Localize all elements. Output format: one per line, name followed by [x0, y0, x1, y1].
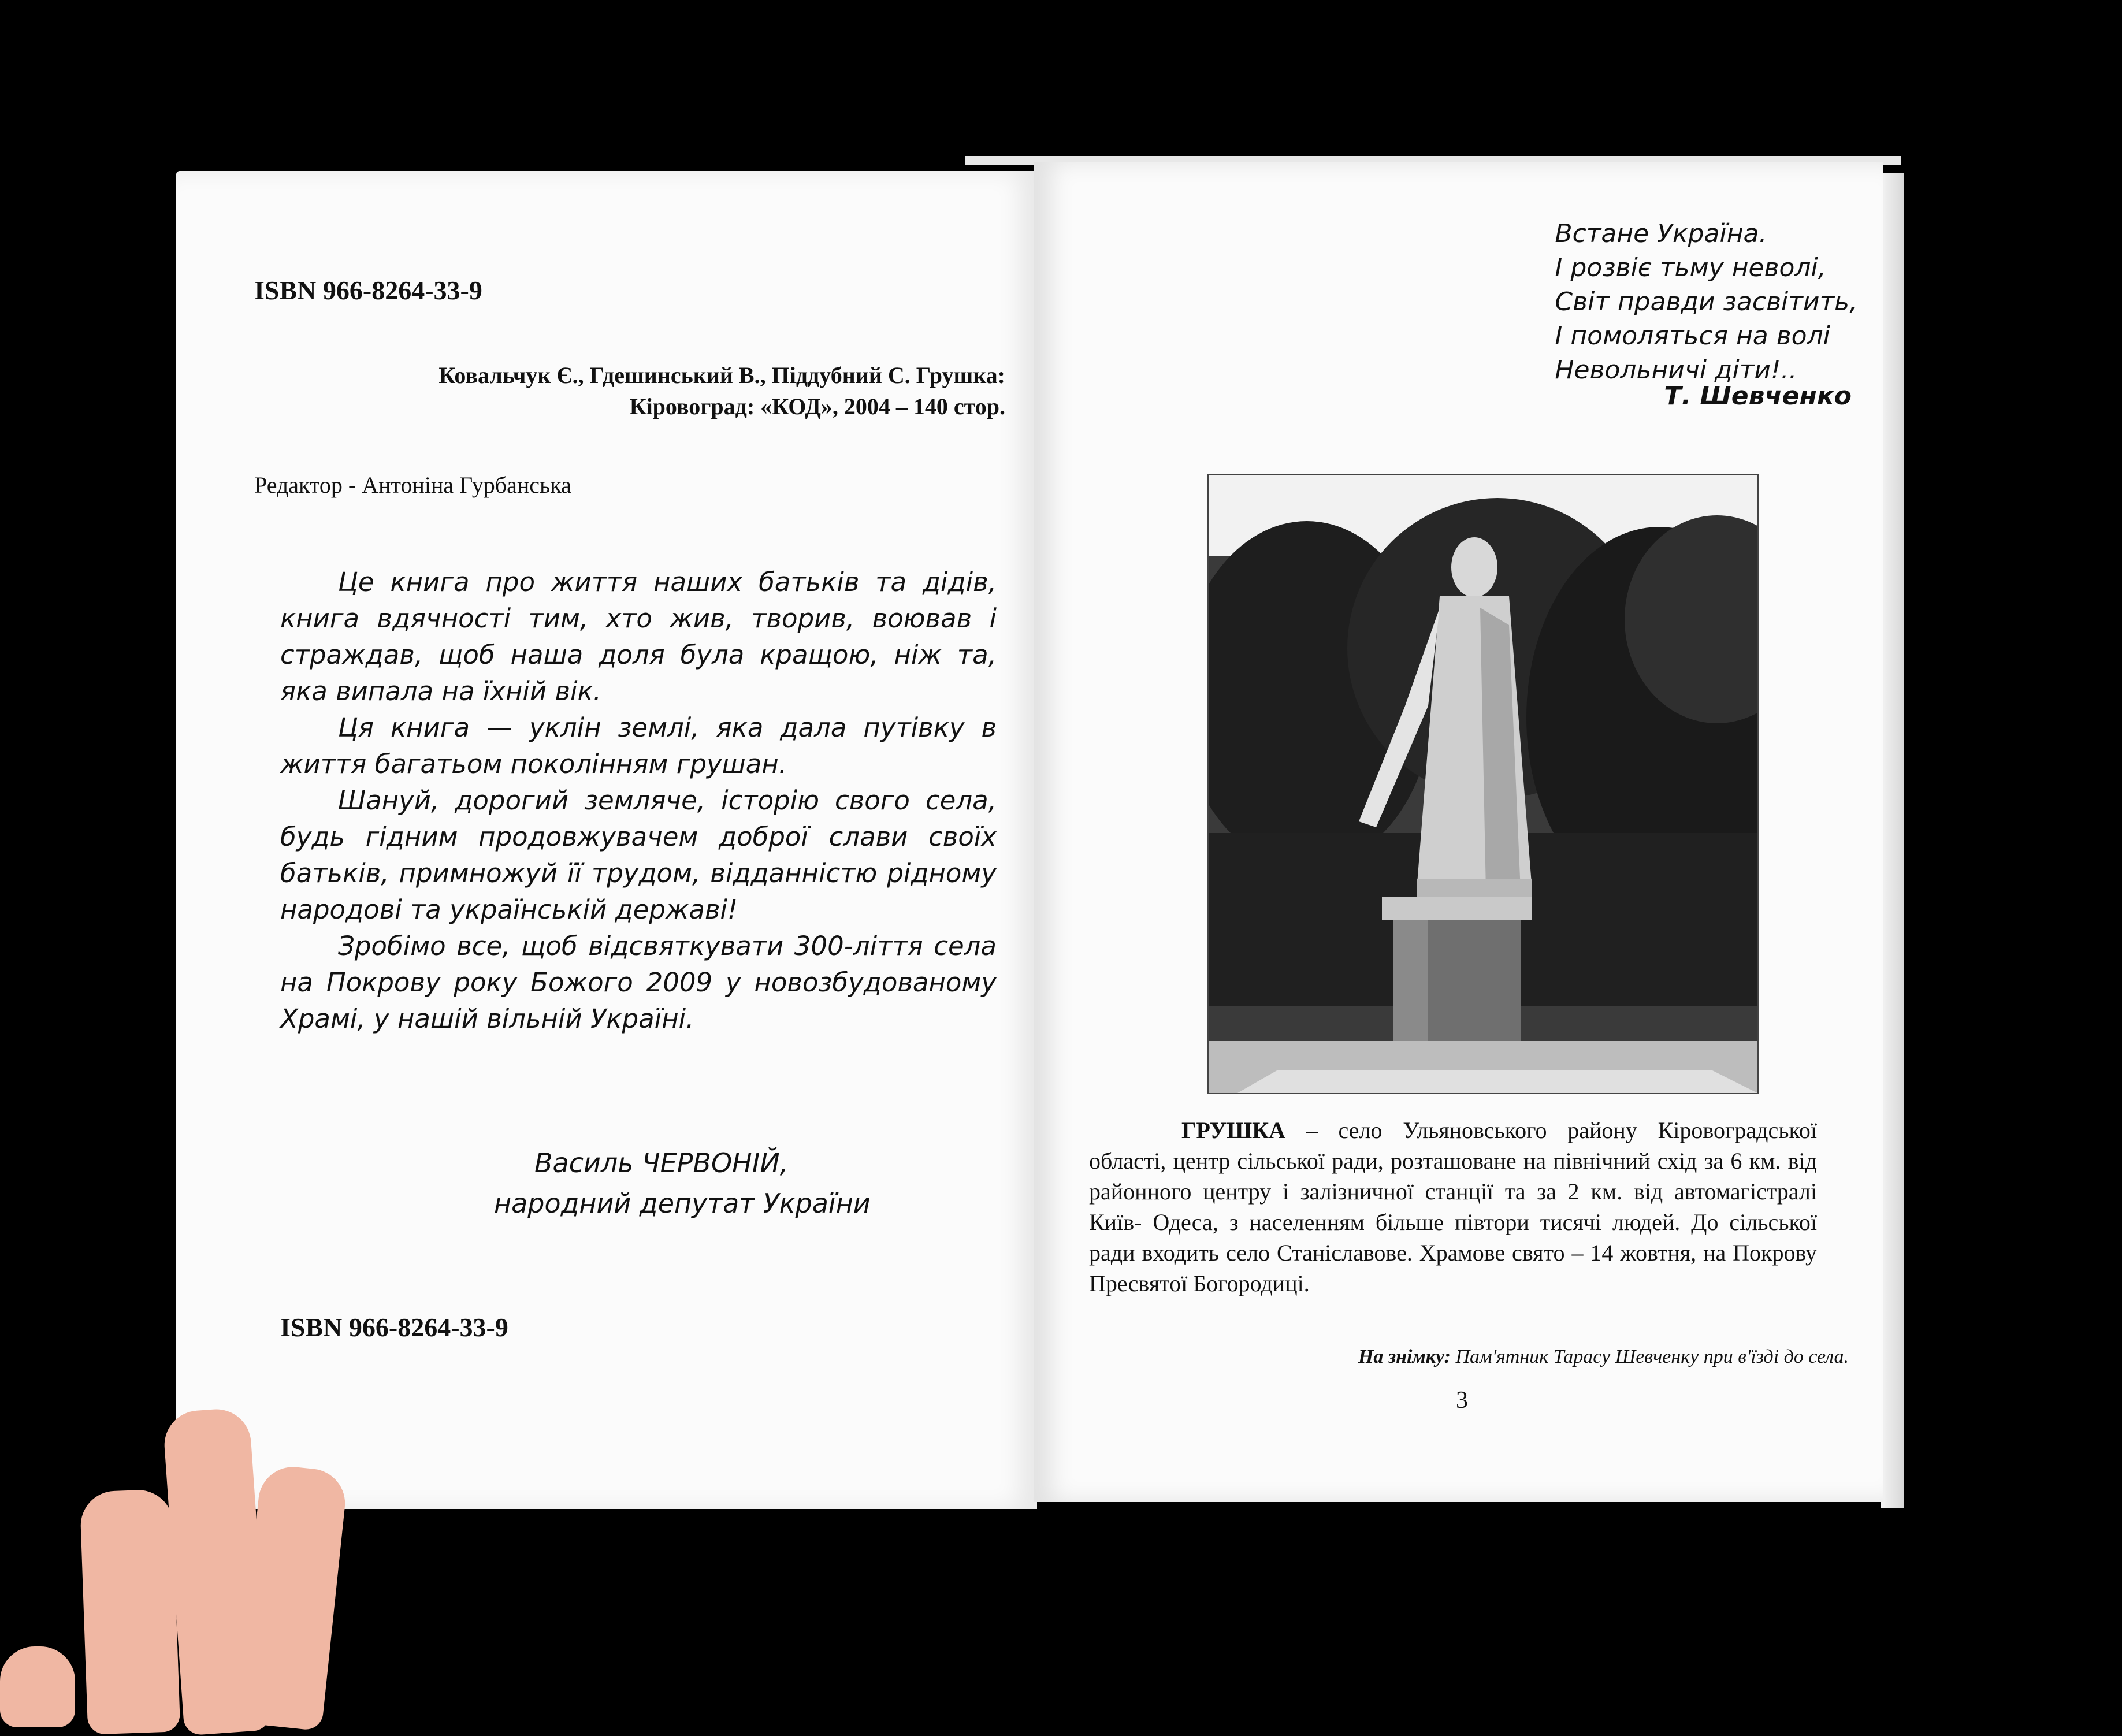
isbn-bottom: ISBN 966-8264-33-9: [280, 1313, 508, 1342]
isbn-top: ISBN 966-8264-33-9: [254, 276, 482, 305]
poem-author: Т. Шевченко: [1664, 381, 1852, 411]
village-name: ГРУШКА: [1181, 1117, 1286, 1143]
poem-line: І помоляться на волі: [1555, 321, 1830, 351]
signature-title: народний депутат України: [494, 1188, 871, 1219]
dedication-text: [280, 564, 997, 1037]
dedication-paragraph: Ця книга — уклін землі, яка дала путівку в життя багатьом поколінням грушан.: [280, 712, 997, 779]
dedication-paragraph: Шануй, дорогий земляче, історію свого села, будь гідним продовжувачем доброї слави своїх батьків, примножуй її трудом, відданністю рідному народові та українській державі!: [280, 785, 997, 925]
left-page: [176, 171, 1037, 1509]
caption-label: На знімку:: [1358, 1346, 1451, 1367]
village-description: [1089, 1115, 1817, 1299]
right-page: [1034, 162, 1883, 1502]
photo-caption: [1358, 1346, 1849, 1368]
monument-photo-drawing: [1209, 475, 1757, 1093]
poem-line: Встане Україна.: [1555, 219, 1767, 248]
finger: [0, 1646, 75, 1727]
signature-name: Василь ЧЕРВОНІЙ,: [534, 1147, 789, 1179]
dedication-paragraph: Це книга про життя наших батьків та дідів, книга вдячності тим, хто жив, творив, воював і страждав, щоб наша доля була кращою, ніж та, яка випала на їхній вік.: [280, 567, 997, 707]
book-page-edges: [1881, 173, 1904, 1508]
finger: [80, 1489, 181, 1734]
poem-line: І розвіє тьму неволі,: [1555, 253, 1826, 282]
monument-photo: [1207, 474, 1759, 1094]
poem-epigraph: [1555, 217, 1857, 387]
page-number: 3: [1456, 1387, 1468, 1414]
bibliographic-line-1: Ковальчук Є., Гдешинський В., Піддубний С. Грушка:: [438, 362, 1005, 388]
caption-text: Пам'ятник Тарасу Шевченку при в'їзді до села.: [1450, 1346, 1849, 1367]
poem-line: Світ правди засвітить,: [1555, 287, 1857, 317]
description-text: – село Ульяновського району Кіровоградської області, центр сільської ради, розташоване на північний схід за 6 км. від районного центру і залізничної станції та за 2 км. від автомагістралі Київ- Одеса, з населенням більше півтори тисячі людей. До сільської ради входить село Станіславове. Храмове свято – 14 жовтня, на Покрову Пресвятої Богородиці.: [1089, 1117, 1817, 1296]
dedication-paragraph: Зробімо все, щоб відсвяткувати 300-ліття села на Покрову року Божого 2009 у новозбудованому Храмі, у нашій вільній Україні.: [280, 931, 997, 1034]
poem-line: Невольничі діти!..: [1555, 355, 1797, 385]
description-paragraph: [1089, 1115, 1817, 1299]
editor-line: Редактор - Антоніна Гурбанська: [254, 472, 571, 498]
bibliographic-line-2: Кіровоград: «КОД», 2004 – 140 стор.: [629, 393, 1005, 419]
